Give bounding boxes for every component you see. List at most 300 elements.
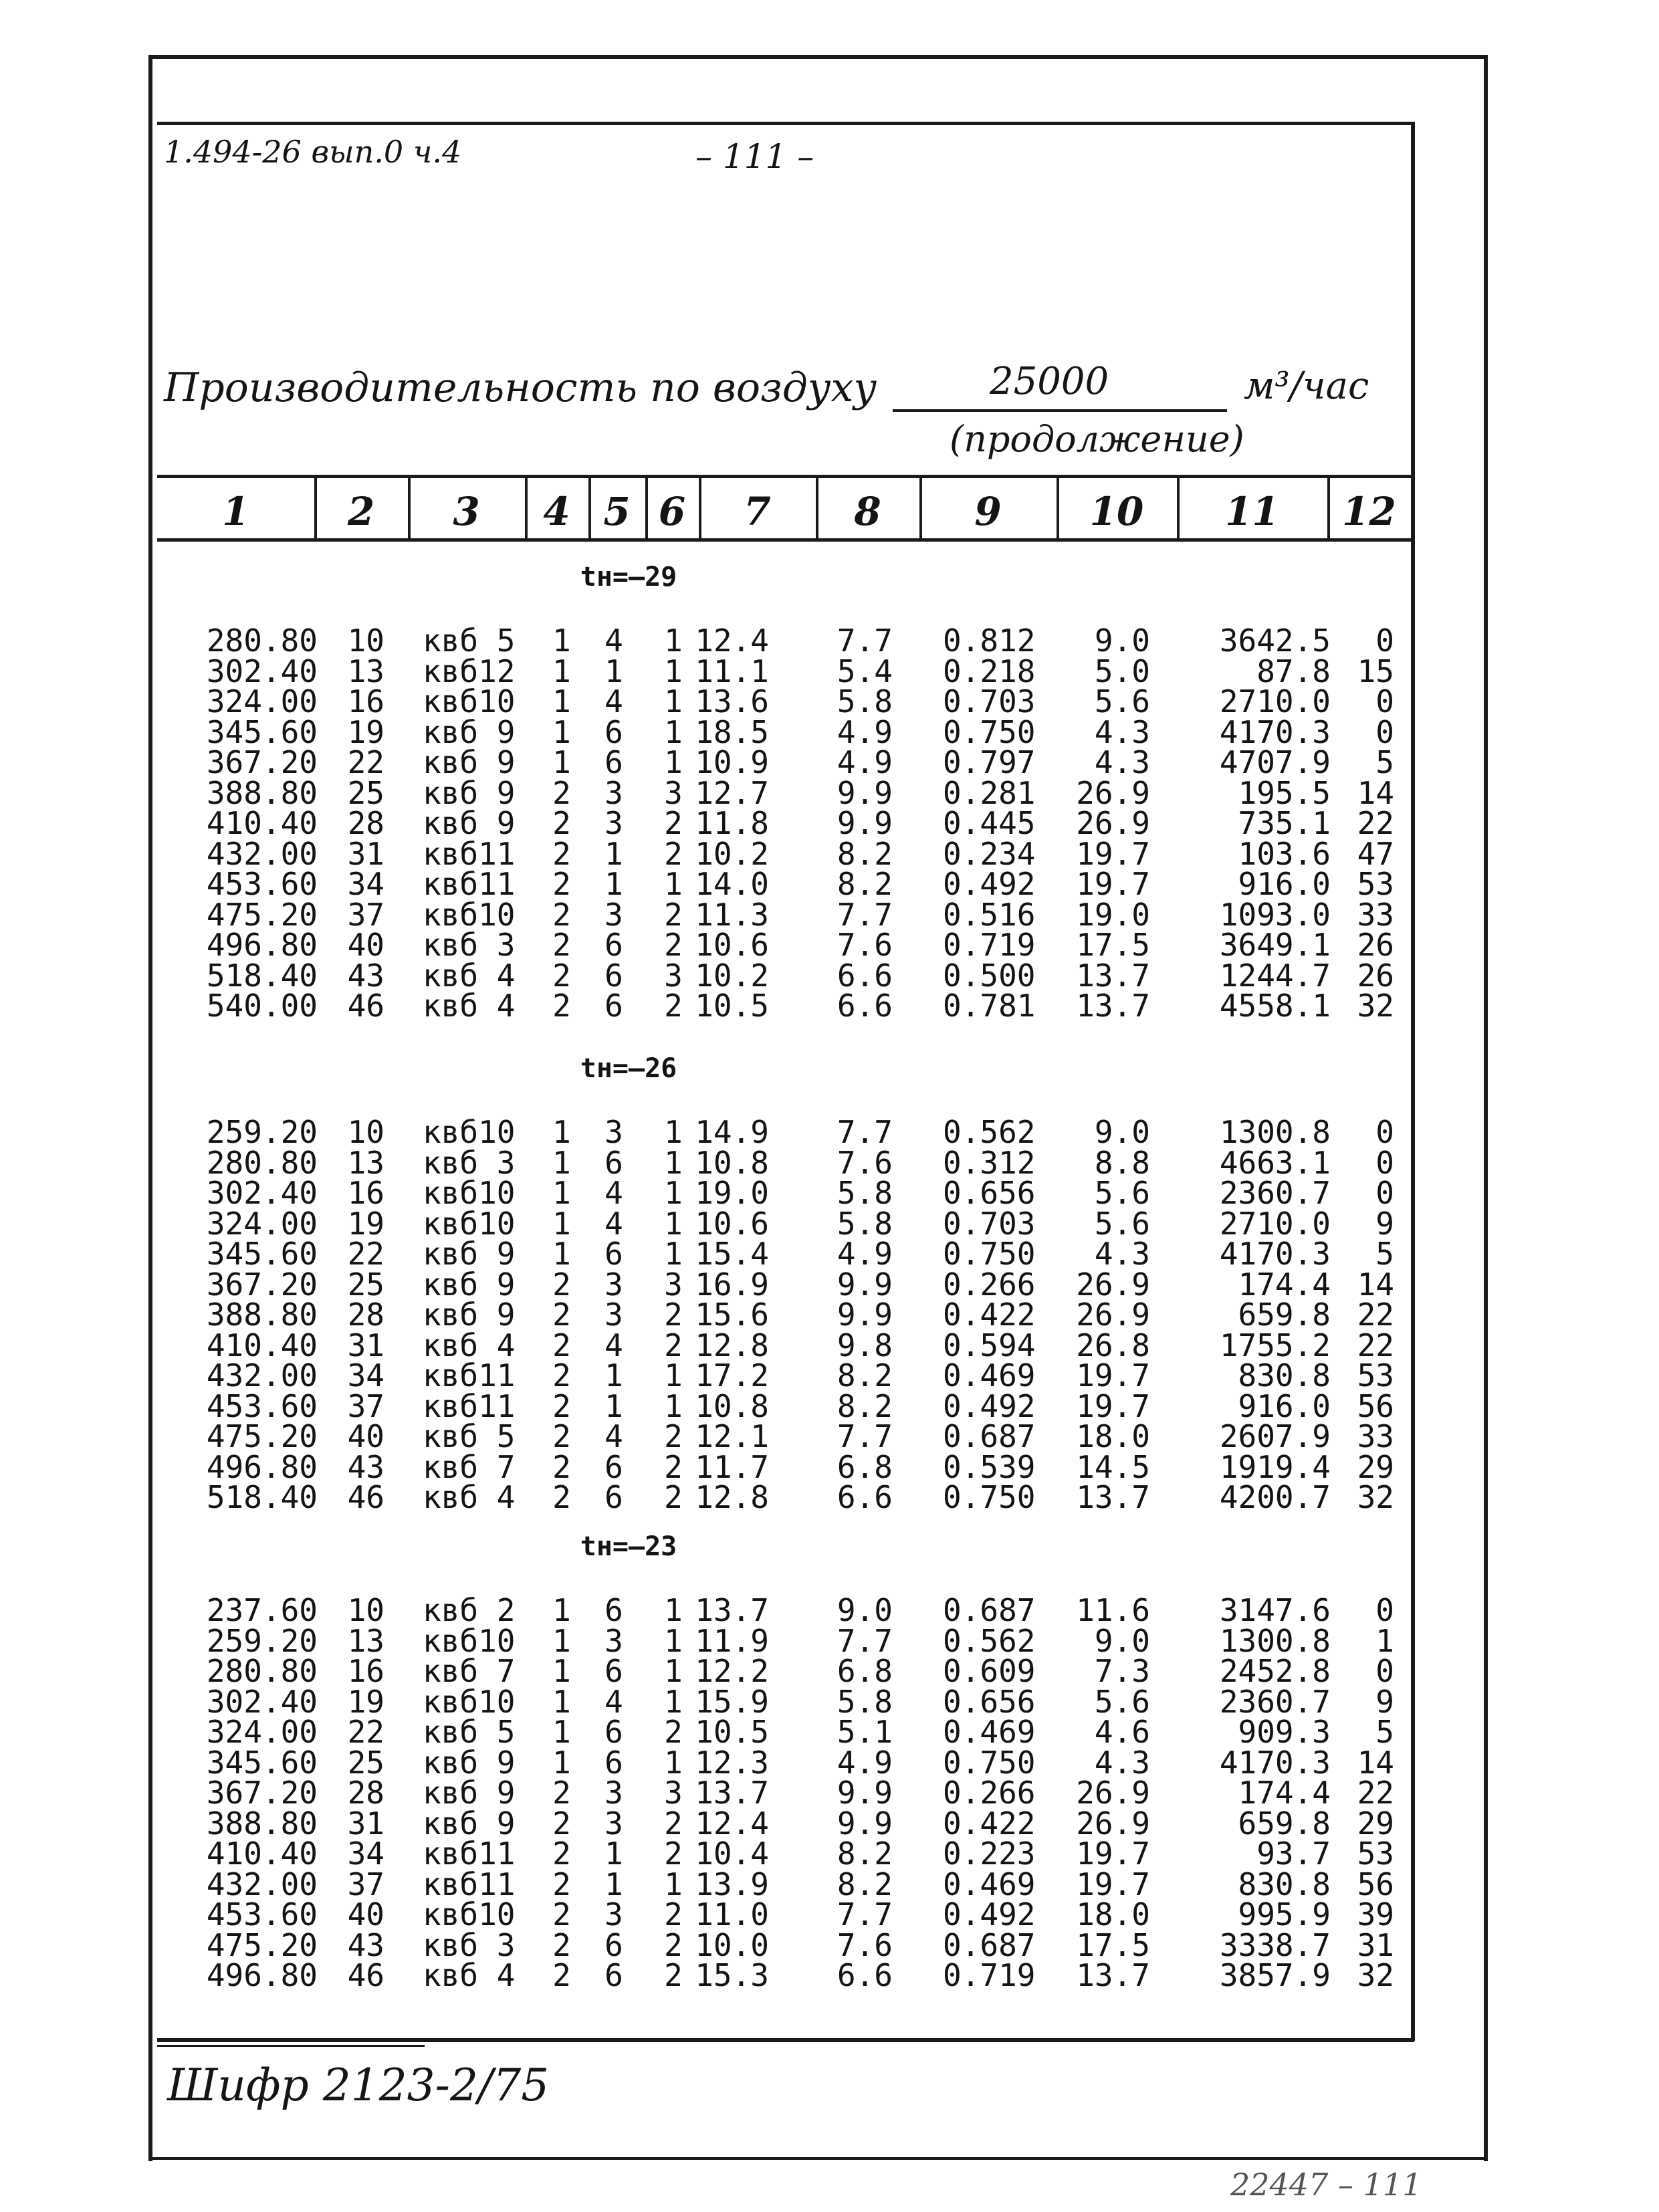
cell-col-3: квб 9 [423, 713, 516, 750]
cell-col-7: 10.6 [695, 1205, 769, 1242]
cell-col-12: 29 [1357, 1805, 1394, 1842]
cell-col-6: 2 [664, 1714, 683, 1750]
cell-col-6: 1 [664, 1144, 683, 1181]
cell-col-8: 9.9 [837, 1805, 893, 1842]
cell-col-10: 18.0 [1076, 1896, 1150, 1932]
cell-col-7: 12.7 [695, 774, 769, 811]
cell-col-10: 26.9 [1076, 1775, 1150, 1811]
cell-col-11: 916.0 [1238, 1388, 1331, 1424]
cell-col-9: 0.703 [943, 683, 1036, 720]
cell-col-12: 0 [1375, 1175, 1394, 1211]
cell-col-7: 13.7 [695, 1592, 769, 1628]
caption-text: Производительность по воздуху [164, 364, 877, 411]
cell-col-7: 17.2 [695, 1357, 769, 1394]
cell-col-7: 10.5 [695, 1714, 769, 1750]
cell-col-8: 7.7 [837, 1896, 893, 1932]
cell-col-6: 1 [664, 1357, 683, 1394]
cell-col-4: 2 [552, 1957, 571, 1993]
cell-col-2: 13 [347, 1144, 384, 1181]
cell-col-7: 11.3 [695, 896, 769, 933]
cell-col-9: 0.687 [943, 1592, 1036, 1628]
cell-col-11: 735.1 [1238, 805, 1331, 841]
cell-col-12: 0 [1375, 683, 1394, 720]
cell-col-2: 19 [347, 713, 384, 750]
cell-col-3: квб11 [423, 1357, 516, 1394]
cell-col-3: квб 4 [423, 1957, 516, 1993]
caption-unit: м³/час [1244, 364, 1369, 408]
column-header-10: 10 [1089, 489, 1144, 534]
cell-col-6: 1 [664, 713, 683, 750]
cell-col-11: 2607.9 [1219, 1418, 1331, 1454]
cell-col-9: 0.750 [943, 713, 1036, 750]
cell-col-11: 3642.5 [1219, 623, 1331, 659]
cell-col-8: 9.9 [837, 1297, 893, 1333]
cell-col-11: 916.0 [1238, 866, 1331, 902]
cell-col-7: 12.8 [695, 1479, 769, 1515]
cell-col-9: 0.781 [943, 988, 1036, 1024]
cell-col-5: 6 [604, 957, 623, 994]
cell-col-12: 5 [1375, 744, 1394, 780]
cell-col-6: 1 [664, 866, 683, 902]
cell-col-2: 40 [347, 927, 384, 963]
cell-col-3: квб 9 [423, 774, 516, 811]
cell-col-11: 4663.1 [1219, 1144, 1331, 1181]
cell-col-7: 10.4 [695, 1836, 769, 1872]
cell-col-6: 1 [664, 653, 683, 689]
column-header-8: 8 [854, 489, 881, 534]
cell-col-1: 540.00 [206, 988, 318, 1024]
cell-col-12: 0 [1375, 1592, 1394, 1628]
cell-col-10: 9.0 [1094, 1114, 1150, 1150]
cell-col-8: 9.9 [837, 774, 893, 811]
cell-col-3: квб10 [423, 1622, 516, 1659]
cell-col-10: 5.6 [1094, 1205, 1150, 1242]
cell-col-4: 2 [552, 927, 571, 963]
cell-col-11: 87.8 [1256, 653, 1331, 689]
cell-col-10: 4.3 [1094, 744, 1150, 780]
cell-col-4: 2 [552, 1297, 571, 1333]
section-label: tн=–23 [580, 1531, 677, 1562]
cell-col-8: 8.2 [837, 1836, 893, 1872]
cell-col-12: 47 [1357, 835, 1394, 872]
cell-col-2: 40 [347, 1896, 384, 1932]
cell-col-10: 19.7 [1076, 1866, 1150, 1902]
cell-col-11: 1919.4 [1219, 1448, 1331, 1485]
cell-col-1: 237.60 [206, 1592, 318, 1628]
cell-col-8: 9.9 [837, 1775, 893, 1811]
cell-col-2: 13 [347, 1622, 384, 1659]
cell-col-8: 6.6 [837, 988, 893, 1024]
cell-col-1: 345.60 [206, 1236, 318, 1272]
cell-col-3: квб 7 [423, 1653, 516, 1689]
cell-col-12: 56 [1357, 1866, 1394, 1902]
outer-frame-left [148, 55, 152, 2161]
cell-col-2: 37 [347, 896, 384, 933]
cell-col-1: 302.40 [206, 1175, 318, 1211]
column-header-7: 7 [744, 489, 771, 534]
cell-col-8: 7.7 [837, 1114, 893, 1150]
cell-col-10: 5.0 [1094, 653, 1150, 689]
cell-col-3: квб 4 [423, 1479, 516, 1515]
cell-col-5: 1 [604, 835, 623, 872]
cell-col-12: 22 [1357, 1775, 1394, 1811]
cell-col-3: квб10 [423, 683, 516, 720]
cell-col-7: 15.3 [695, 1957, 769, 1993]
inner-frame-right [1411, 122, 1415, 2041]
cell-col-8: 8.2 [837, 835, 893, 872]
cell-col-12: 22 [1357, 805, 1394, 841]
cell-col-10: 5.6 [1094, 1683, 1150, 1720]
cell-col-9: 0.562 [943, 1114, 1036, 1150]
cell-col-4: 2 [552, 1448, 571, 1485]
cell-col-9: 0.687 [943, 1418, 1036, 1454]
cell-col-10: 26.9 [1076, 1266, 1150, 1303]
cell-col-12: 9 [1375, 1683, 1394, 1720]
cell-col-4: 2 [552, 835, 571, 872]
cell-col-9: 0.469 [943, 1714, 1036, 1750]
cell-col-11: 2360.7 [1219, 1175, 1331, 1211]
cell-col-5: 6 [604, 744, 623, 780]
cell-col-4: 2 [552, 774, 571, 811]
cell-col-1: 518.40 [206, 957, 318, 994]
cell-col-4: 1 [552, 1714, 571, 1750]
cell-col-8: 8.2 [837, 1388, 893, 1424]
column-divider [919, 476, 922, 540]
cell-col-7: 13.7 [695, 1775, 769, 1811]
cell-col-6: 2 [664, 1957, 683, 1993]
cell-col-1: 345.60 [206, 1744, 318, 1781]
cell-col-11: 174.4 [1238, 1775, 1331, 1811]
table-header-top [157, 475, 1414, 478]
cell-col-12: 14 [1357, 1744, 1394, 1781]
cell-col-1: 388.80 [206, 1805, 318, 1842]
cell-col-4: 1 [552, 1236, 571, 1272]
cell-col-8: 4.9 [837, 1236, 893, 1272]
cell-col-1: 280.80 [206, 1653, 318, 1689]
cell-col-12: 32 [1357, 1957, 1394, 1993]
cell-col-8: 6.6 [837, 957, 893, 994]
cell-col-7: 10.8 [695, 1144, 769, 1181]
cell-col-8: 6.6 [837, 1479, 893, 1515]
cell-col-7: 10.5 [695, 988, 769, 1024]
cell-col-1: 302.40 [206, 1683, 318, 1720]
cell-col-2: 28 [347, 1297, 384, 1333]
cell-col-12: 33 [1357, 1418, 1394, 1454]
cell-col-9: 0.218 [943, 653, 1036, 689]
cell-col-9: 0.750 [943, 1744, 1036, 1781]
cell-col-10: 5.6 [1094, 683, 1150, 720]
cell-col-7: 12.2 [695, 1653, 769, 1689]
cell-col-4: 1 [552, 623, 571, 659]
cell-col-10: 26.9 [1076, 1805, 1150, 1842]
cell-col-9: 0.234 [943, 835, 1036, 872]
cell-col-5: 6 [604, 1744, 623, 1781]
cell-col-7: 12.8 [695, 1327, 769, 1363]
cell-col-9: 0.687 [943, 1926, 1036, 1963]
cell-col-1: 453.60 [206, 866, 318, 902]
cell-col-11: 2710.0 [1219, 1205, 1331, 1242]
cell-col-7: 11.9 [695, 1622, 769, 1659]
cell-col-9: 0.750 [943, 1236, 1036, 1272]
cell-col-6: 3 [664, 957, 683, 994]
cell-col-3: квб 9 [423, 805, 516, 841]
cell-col-3: квб11 [423, 1836, 516, 1872]
cell-col-4: 2 [552, 1357, 571, 1394]
column-divider [588, 476, 591, 540]
cell-col-10: 19.0 [1076, 896, 1150, 933]
cell-col-6: 2 [664, 1479, 683, 1515]
cell-col-5: 6 [604, 1653, 623, 1689]
cell-col-3: квб10 [423, 1896, 516, 1932]
cell-col-5: 1 [604, 1388, 623, 1424]
cell-col-2: 25 [347, 774, 384, 811]
cell-col-6: 2 [664, 805, 683, 841]
cell-col-12: 32 [1357, 988, 1394, 1024]
cell-col-12: 32 [1357, 1479, 1394, 1515]
column-divider [1057, 476, 1059, 540]
column-divider [699, 476, 701, 540]
cell-col-7: 16.9 [695, 1266, 769, 1303]
cell-col-11: 4558.1 [1219, 988, 1331, 1024]
cell-col-11: 1093.0 [1219, 896, 1331, 933]
cell-col-6: 2 [664, 1448, 683, 1485]
cell-col-9: 0.609 [943, 1653, 1036, 1689]
cell-col-3: квб 9 [423, 1297, 516, 1333]
cell-col-3: квб11 [423, 866, 516, 902]
cell-col-6: 1 [664, 623, 683, 659]
cell-col-10: 9.0 [1094, 623, 1150, 659]
cell-col-11: 3338.7 [1219, 1926, 1331, 1963]
cell-col-5: 3 [604, 774, 623, 811]
cell-col-9: 0.516 [943, 896, 1036, 933]
cell-col-2: 34 [347, 866, 384, 902]
cell-col-5: 3 [604, 1896, 623, 1932]
cell-col-5: 4 [604, 683, 623, 720]
cell-col-7: 12.4 [695, 1805, 769, 1842]
cell-col-10: 13.7 [1076, 1957, 1150, 1993]
cell-col-1: 302.40 [206, 653, 318, 689]
cell-col-8: 5.4 [837, 653, 893, 689]
cell-col-2: 28 [347, 805, 384, 841]
inner-frame-bottom [157, 2038, 1414, 2042]
cell-col-6: 1 [664, 1236, 683, 1272]
cell-col-12: 1 [1375, 1622, 1394, 1659]
cell-col-2: 46 [347, 988, 384, 1024]
cell-col-10: 26.8 [1076, 1327, 1150, 1363]
cell-col-11: 2710.0 [1219, 683, 1331, 720]
cell-col-9: 0.719 [943, 1957, 1036, 1993]
cell-col-6: 3 [664, 1266, 683, 1303]
cell-col-5: 3 [604, 1297, 623, 1333]
cell-col-6: 1 [664, 1205, 683, 1242]
cell-col-5: 4 [604, 1327, 623, 1363]
column-divider [408, 476, 411, 540]
cell-col-4: 1 [552, 1175, 571, 1211]
column-divider [1327, 476, 1330, 540]
cell-col-6: 1 [664, 1866, 683, 1902]
cell-col-4: 1 [552, 1144, 571, 1181]
cell-col-5: 4 [604, 1418, 623, 1454]
cell-col-8: 5.8 [837, 1205, 893, 1242]
cell-col-8: 9.9 [837, 805, 893, 841]
cell-col-1: 367.20 [206, 744, 318, 780]
cell-col-6: 2 [664, 1896, 683, 1932]
cell-col-8: 9.9 [837, 1266, 893, 1303]
cell-col-5: 6 [604, 927, 623, 963]
column-divider [645, 476, 648, 540]
cell-col-6: 2 [664, 1836, 683, 1872]
cell-col-2: 22 [347, 1236, 384, 1272]
cell-col-8: 8.2 [837, 1357, 893, 1394]
cell-col-4: 2 [552, 1327, 571, 1363]
cell-col-9: 0.492 [943, 1388, 1036, 1424]
cell-col-7: 13.9 [695, 1866, 769, 1902]
outer-frame-top [150, 55, 1488, 59]
outer-frame-right [1484, 55, 1488, 2161]
cell-col-3: квб 9 [423, 1775, 516, 1811]
cell-col-11: 2452.8 [1219, 1653, 1331, 1689]
cell-col-6: 1 [664, 683, 683, 720]
cell-col-5: 1 [604, 653, 623, 689]
cell-col-2: 31 [347, 1327, 384, 1363]
cell-col-7: 11.7 [695, 1448, 769, 1485]
cell-col-4: 2 [552, 805, 571, 841]
cell-col-1: 345.60 [206, 713, 318, 750]
cell-col-2: 40 [347, 1418, 384, 1454]
cell-col-2: 25 [347, 1744, 384, 1781]
cell-col-8: 7.6 [837, 1144, 893, 1181]
cell-col-1: 259.20 [206, 1622, 318, 1659]
cell-col-12: 0 [1375, 1144, 1394, 1181]
cell-col-4: 2 [552, 1866, 571, 1902]
cell-col-11: 3857.9 [1219, 1957, 1331, 1993]
cell-col-10: 4.6 [1094, 1714, 1150, 1750]
cell-col-10: 26.9 [1076, 805, 1150, 841]
cell-col-12: 14 [1357, 1266, 1394, 1303]
cell-col-5: 3 [604, 1266, 623, 1303]
cell-col-5: 6 [604, 1479, 623, 1515]
cell-col-8: 7.7 [837, 1622, 893, 1659]
cell-col-3: квб 4 [423, 957, 516, 994]
column-header-12: 12 [1342, 489, 1396, 534]
cell-col-11: 909.3 [1238, 1714, 1331, 1750]
cell-col-1: 496.80 [206, 927, 318, 963]
cell-col-2: 31 [347, 835, 384, 872]
cell-col-3: квб10 [423, 896, 516, 933]
cell-col-2: 19 [347, 1683, 384, 1720]
cell-col-10: 19.7 [1076, 1836, 1150, 1872]
section-label: tн=–29 [580, 562, 677, 592]
cell-col-11: 4170.3 [1219, 1744, 1331, 1781]
column-divider [1177, 476, 1180, 540]
cell-col-3: квб 7 [423, 1448, 516, 1485]
cell-col-10: 8.8 [1094, 1144, 1150, 1181]
cell-col-2: 13 [347, 653, 384, 689]
cell-col-1: 388.80 [206, 1297, 318, 1333]
cell-col-6: 2 [664, 1297, 683, 1333]
cell-col-7: 12.1 [695, 1418, 769, 1454]
cell-col-2: 22 [347, 1714, 384, 1750]
cell-col-3: квб11 [423, 1388, 516, 1424]
column-divider [314, 476, 317, 540]
cell-col-6: 2 [664, 1327, 683, 1363]
cell-col-4: 1 [552, 1744, 571, 1781]
cell-col-5: 6 [604, 1592, 623, 1628]
cell-col-9: 0.469 [943, 1866, 1036, 1902]
cell-col-11: 995.9 [1238, 1896, 1331, 1932]
column-header-6: 6 [658, 489, 686, 534]
caption-underline [893, 409, 1227, 412]
cell-col-7: 10.6 [695, 927, 769, 963]
cell-col-2: 34 [347, 1836, 384, 1872]
cell-col-5: 6 [604, 1957, 623, 1993]
cell-col-10: 4.3 [1094, 1744, 1150, 1781]
cell-col-1: 324.00 [206, 683, 318, 720]
cell-col-12: 0 [1375, 1114, 1394, 1150]
cell-col-8: 4.9 [837, 1744, 893, 1781]
cell-col-7: 12.3 [695, 1744, 769, 1781]
cipher-label: Шифр 2123-2/75 [167, 2060, 550, 2111]
column-header-3: 3 [453, 489, 480, 534]
cell-col-7: 13.6 [695, 683, 769, 720]
cell-col-4: 1 [552, 1592, 571, 1628]
cell-col-8: 7.7 [837, 1418, 893, 1454]
cell-col-7: 11.0 [695, 1896, 769, 1932]
cell-col-4: 1 [552, 1205, 571, 1242]
cell-col-1: 432.00 [206, 1357, 318, 1394]
cell-col-11: 1300.8 [1219, 1622, 1331, 1659]
cell-col-12: 5 [1375, 1236, 1394, 1272]
cell-col-10: 17.5 [1076, 927, 1150, 963]
cell-col-8: 7.7 [837, 896, 893, 933]
cell-col-1: 410.40 [206, 1327, 318, 1363]
cell-col-6: 2 [664, 1418, 683, 1454]
cell-col-5: 4 [604, 1205, 623, 1242]
cell-col-7: 14.0 [695, 866, 769, 902]
cell-col-5: 4 [604, 1175, 623, 1211]
cell-col-1: 259.20 [206, 1114, 318, 1150]
cell-col-4: 1 [552, 1683, 571, 1720]
cell-col-8: 5.8 [837, 683, 893, 720]
cell-col-10: 5.6 [1094, 1175, 1150, 1211]
cell-col-2: 43 [347, 1448, 384, 1485]
cell-col-9: 0.703 [943, 1205, 1036, 1242]
cell-col-12: 39 [1357, 1896, 1394, 1932]
cell-col-12: 15 [1357, 653, 1394, 689]
cell-col-2: 28 [347, 1775, 384, 1811]
cell-col-9: 0.797 [943, 744, 1036, 780]
cell-col-12: 0 [1375, 623, 1394, 659]
cell-col-7: 19.0 [695, 1175, 769, 1211]
document-reference: 1.494-26 вып.0 ч.4 [164, 134, 462, 170]
cell-col-7: 15.4 [695, 1236, 769, 1272]
cell-col-9: 0.266 [943, 1775, 1036, 1811]
cell-col-5: 6 [604, 1144, 623, 1181]
cell-col-4: 2 [552, 896, 571, 933]
cell-col-2: 37 [347, 1866, 384, 1902]
cell-col-1: 453.60 [206, 1388, 318, 1424]
cell-col-11: 659.8 [1238, 1297, 1331, 1333]
cell-col-9: 0.500 [943, 957, 1036, 994]
cell-col-5: 3 [604, 896, 623, 933]
cell-col-6: 3 [664, 774, 683, 811]
cell-col-1: 410.40 [206, 805, 318, 841]
cell-col-10: 17.5 [1076, 1926, 1150, 1963]
cell-col-1: 367.20 [206, 1266, 318, 1303]
column-header-5: 5 [603, 489, 631, 534]
cell-col-4: 2 [552, 1479, 571, 1515]
cell-col-8: 7.7 [837, 623, 893, 659]
